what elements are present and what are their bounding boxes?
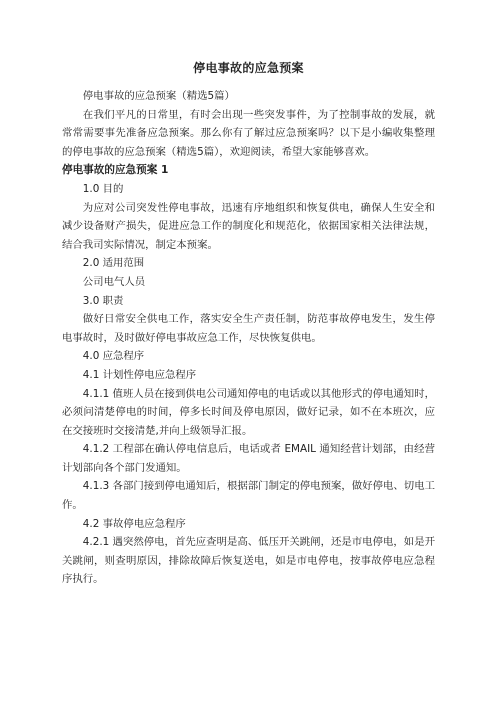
paragraph: 4.1.2 工程部在确认停电信息后，电话或者 EMAIL 通知经营计划部，由经营计划部向各个部门发通知。 xyxy=(62,443,435,474)
paragraph: 4.2 事故停电应急程序 xyxy=(82,517,186,530)
paragraph: 做好日常安全供电工作，落实安全生产责任制，防范事故停电发生，发生停电事故时，及时做好停电事故应急工作，尽快恢复供电。 xyxy=(62,313,435,344)
section-heading: 停电事故的应急预案 1 xyxy=(62,164,169,177)
paragraph: 为应对公司突发性停电事故，迅速有序地组织和恢复供电，确保人生安全和减少设备财产损失，促进应急工作的制度化和规范化，依据国家相关法律法规，结合我司实际情况，制定本预案。 xyxy=(62,201,435,251)
document-body xyxy=(62,87,435,589)
paragraph: 4.0 应急程序 xyxy=(82,350,145,363)
paragraph: 4.1 计划性停电应急程序 xyxy=(82,368,197,381)
paragraph: 公司电气人员 xyxy=(82,275,146,288)
paragraph: 4.1.3 各部门接到停电通知后，根据部门制定的停电预案，做好停电、切电工作。 xyxy=(62,480,435,512)
paragraph: 1.0 目的 xyxy=(82,182,124,195)
paragraph: 在我们平凡的日常里，有时会出现一些突发事件，为了控制事故的发展，就常常需要事先准备应急预案。那么你有了解过应急预案吗？以下是小编收集整理的停电事故的应急预案（精选5篇），欢迎阅读，希望大家能够喜欢。 xyxy=(62,108,435,158)
document-title: 停电事故的应急预案 xyxy=(193,61,304,75)
paragraph: 4.2.1 遇突然停电，首先应查明是高、低压开关跳闸，还是市电停电，如是开关跳闸，则查明原因，排除故障后恢复送电，如是市电停电，按事故停电应急程序执行。 xyxy=(62,536,435,586)
paragraph: 3.0 职责 xyxy=(82,294,124,307)
paragraph: 停电事故的应急预案（精选5篇） xyxy=(82,90,235,102)
paragraph: 4.1.1 值班人员在接到供电公司通知停电的电话或以其他形式的停电通知时，必须问清楚停电的时间，停多长时间及停电原因，做好记录，如不在本班次，应在交接班时交接清楚,并向上级领导汇报。 xyxy=(62,387,435,437)
paragraph: 2.0 适用范围 xyxy=(82,257,145,270)
